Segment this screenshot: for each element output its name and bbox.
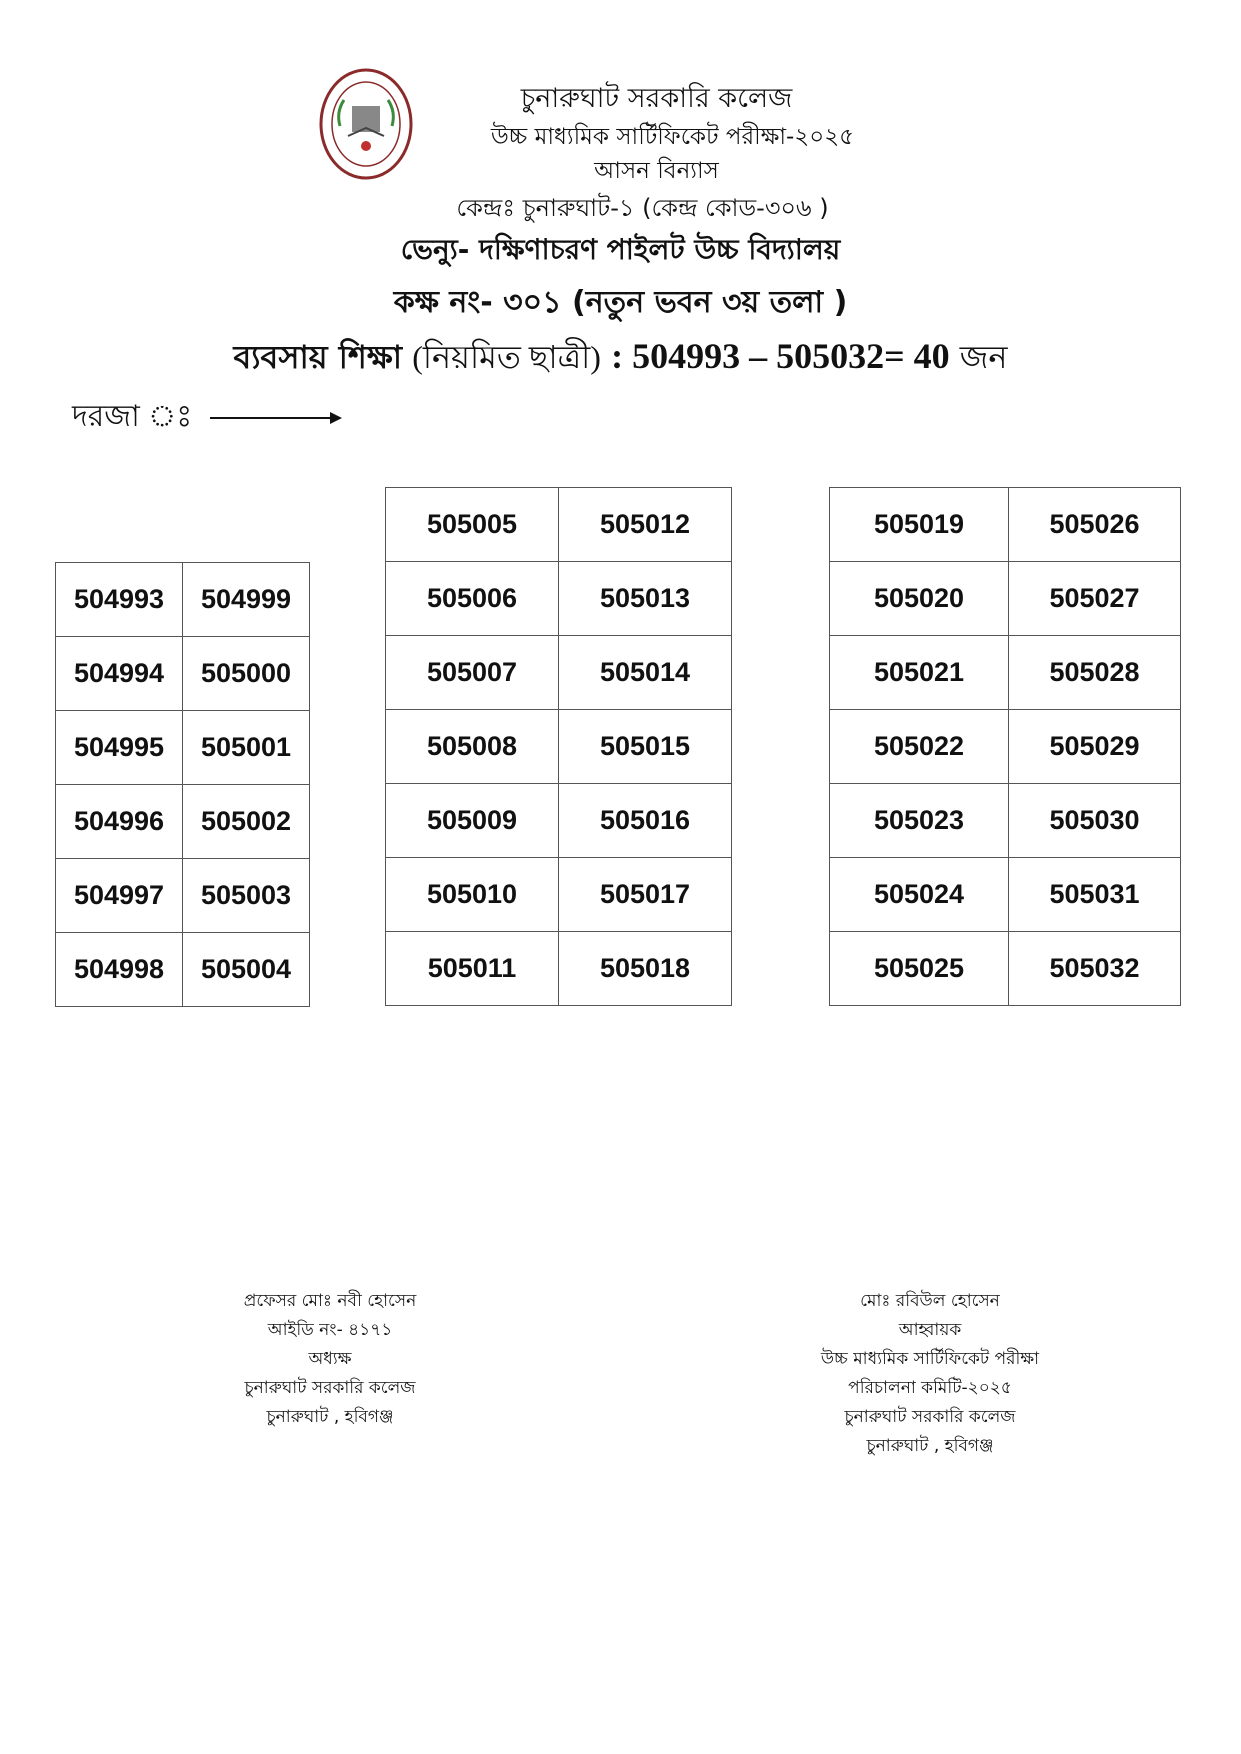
seat-roll-cell: 505002 <box>183 785 310 859</box>
seat-roll-cell: 504996 <box>56 785 183 859</box>
seat-row <box>56 933 310 1007</box>
roll-range: : 504993 – 505032= 40 <box>611 336 950 376</box>
seat-roll-cell: 505024 <box>830 858 1009 932</box>
seat-row <box>830 562 1181 636</box>
seat-roll-cell: 505009 <box>386 784 559 858</box>
seat-roll-cell: 505025 <box>830 932 1009 1006</box>
seat-roll-cell: 505000 <box>183 637 310 711</box>
seat-roll-cell: 505013 <box>559 562 732 636</box>
seat-block-3 <box>829 487 1181 1006</box>
seat-row <box>386 710 732 784</box>
seat-row <box>386 636 732 710</box>
seat-roll-cell: 505029 <box>1009 710 1181 784</box>
seat-roll-cell: 504999 <box>183 563 310 637</box>
seat-roll-cell: 505008 <box>386 710 559 784</box>
seat-block-1 <box>55 562 310 1007</box>
door-label: দরজা ঃ <box>72 399 193 434</box>
signature-convener <box>780 1287 1080 1461</box>
seat-roll-cell: 505017 <box>559 858 732 932</box>
seat-roll-cell: 505031 <box>1009 858 1181 932</box>
door-indicator <box>72 392 340 443</box>
seat-roll-cell: 504995 <box>56 711 183 785</box>
arrow-right-icon <box>210 417 340 419</box>
centre-info: কেন্দ্রঃ চুনারুঘাট-১ (কেন্দ্র কোড-৩০৬ ) <box>456 194 829 222</box>
seat-roll-cell: 505014 <box>559 636 732 710</box>
seat-row <box>830 710 1181 784</box>
signature-right-line: চুনারুঘাট সরকারি কলেজ <box>844 1407 1016 1427</box>
signature-left-line: অধ্যক্ষ <box>308 1349 352 1369</box>
signature-principal <box>180 1287 480 1432</box>
seat-row <box>830 858 1181 932</box>
seat-roll-cell: 504998 <box>56 933 183 1007</box>
seat-row <box>830 636 1181 710</box>
seat-plan-title: আসন বিন্যাস <box>594 158 719 184</box>
count-unit: জন <box>959 338 1008 376</box>
seat-roll-cell: 505016 <box>559 784 732 858</box>
venue-info: ভেন্যু- দক্ষিণাচরণ পাইলট উচ্চ বিদ্যালয় <box>400 233 841 266</box>
seat-roll-cell: 505027 <box>1009 562 1181 636</box>
seat-roll-cell: 504997 <box>56 859 183 933</box>
seat-block-2 <box>385 487 732 1006</box>
seat-roll-cell: 504993 <box>56 563 183 637</box>
seat-row <box>56 711 310 785</box>
seat-row <box>830 488 1181 562</box>
seat-roll-cell: 505012 <box>559 488 732 562</box>
seat-roll-cell: 504994 <box>56 637 183 711</box>
seat-row <box>56 785 310 859</box>
seat-roll-cell: 505015 <box>559 710 732 784</box>
seat-roll-cell: 505011 <box>386 932 559 1006</box>
exam-title: উচ্চ মাধ্যমিক সার্টিফিকেট পরীক্ষা-২০২৫ <box>490 124 855 150</box>
seat-roll-cell: 505021 <box>830 636 1009 710</box>
seat-roll-cell: 505032 <box>1009 932 1181 1006</box>
seat-row <box>830 784 1181 858</box>
signature-right-line: চুনারুঘাট , হবিগঞ্জ <box>866 1436 994 1456</box>
signature-right-line: মোঃ রবিউল হোসেন <box>860 1291 1000 1311</box>
signature-right-line: উচ্চ মাধ্যমিক সার্টিফিকেট পরীক্ষা <box>820 1349 1040 1369</box>
seat-roll-cell: 505018 <box>559 932 732 1006</box>
seat-roll-cell: 505006 <box>386 562 559 636</box>
seat-roll-cell: 505023 <box>830 784 1009 858</box>
seat-roll-cell: 505019 <box>830 488 1009 562</box>
seat-row <box>386 562 732 636</box>
signature-left-line: প্রফেসর মোঃ নবী হোসেন <box>243 1291 417 1311</box>
signature-left-line: চুনারুঘাট সরকারি কলেজ <box>244 1378 416 1398</box>
seat-roll-cell: 505007 <box>386 636 559 710</box>
signature-left-line: আইডি নং- ৪১৭১ <box>267 1320 393 1340</box>
group-range-line <box>0 332 1241 386</box>
group-subject: ব্যবসায় শিক্ষা <box>233 338 403 376</box>
seat-roll-cell: 505004 <box>183 933 310 1007</box>
seat-roll-cell: 505005 <box>386 488 559 562</box>
seat-roll-cell: 505003 <box>183 859 310 933</box>
seat-row <box>56 563 310 637</box>
seat-row <box>386 858 732 932</box>
seat-row <box>56 859 310 933</box>
seat-row <box>386 784 732 858</box>
college-name: চুনারুঘাট সরকারি কলেজ <box>520 83 793 114</box>
seat-row <box>830 932 1181 1006</box>
room-info: কক্ষ নং- ৩০১ (নতুন ভবন ৩য় তলা ) <box>393 285 848 320</box>
seat-roll-cell: 505028 <box>1009 636 1181 710</box>
seat-roll-cell: 505022 <box>830 710 1009 784</box>
signature-right-line: আহ্বায়ক <box>898 1320 962 1340</box>
seat-roll-cell: 505001 <box>183 711 310 785</box>
seat-row <box>56 637 310 711</box>
group-type: (নিয়মিত ছাত্রী) <box>412 339 601 375</box>
signature-left-line: চুনারুঘাট , হবিগঞ্জ <box>266 1407 394 1427</box>
seat-row <box>386 488 732 562</box>
signature-right-line: পরিচালনা কমিটি-২০২৫ <box>848 1378 1012 1398</box>
seat-row <box>386 932 732 1006</box>
seat-roll-cell: 505010 <box>386 858 559 932</box>
seat-roll-cell: 505030 <box>1009 784 1181 858</box>
seat-roll-cell: 505020 <box>830 562 1009 636</box>
seat-roll-cell: 505026 <box>1009 488 1181 562</box>
